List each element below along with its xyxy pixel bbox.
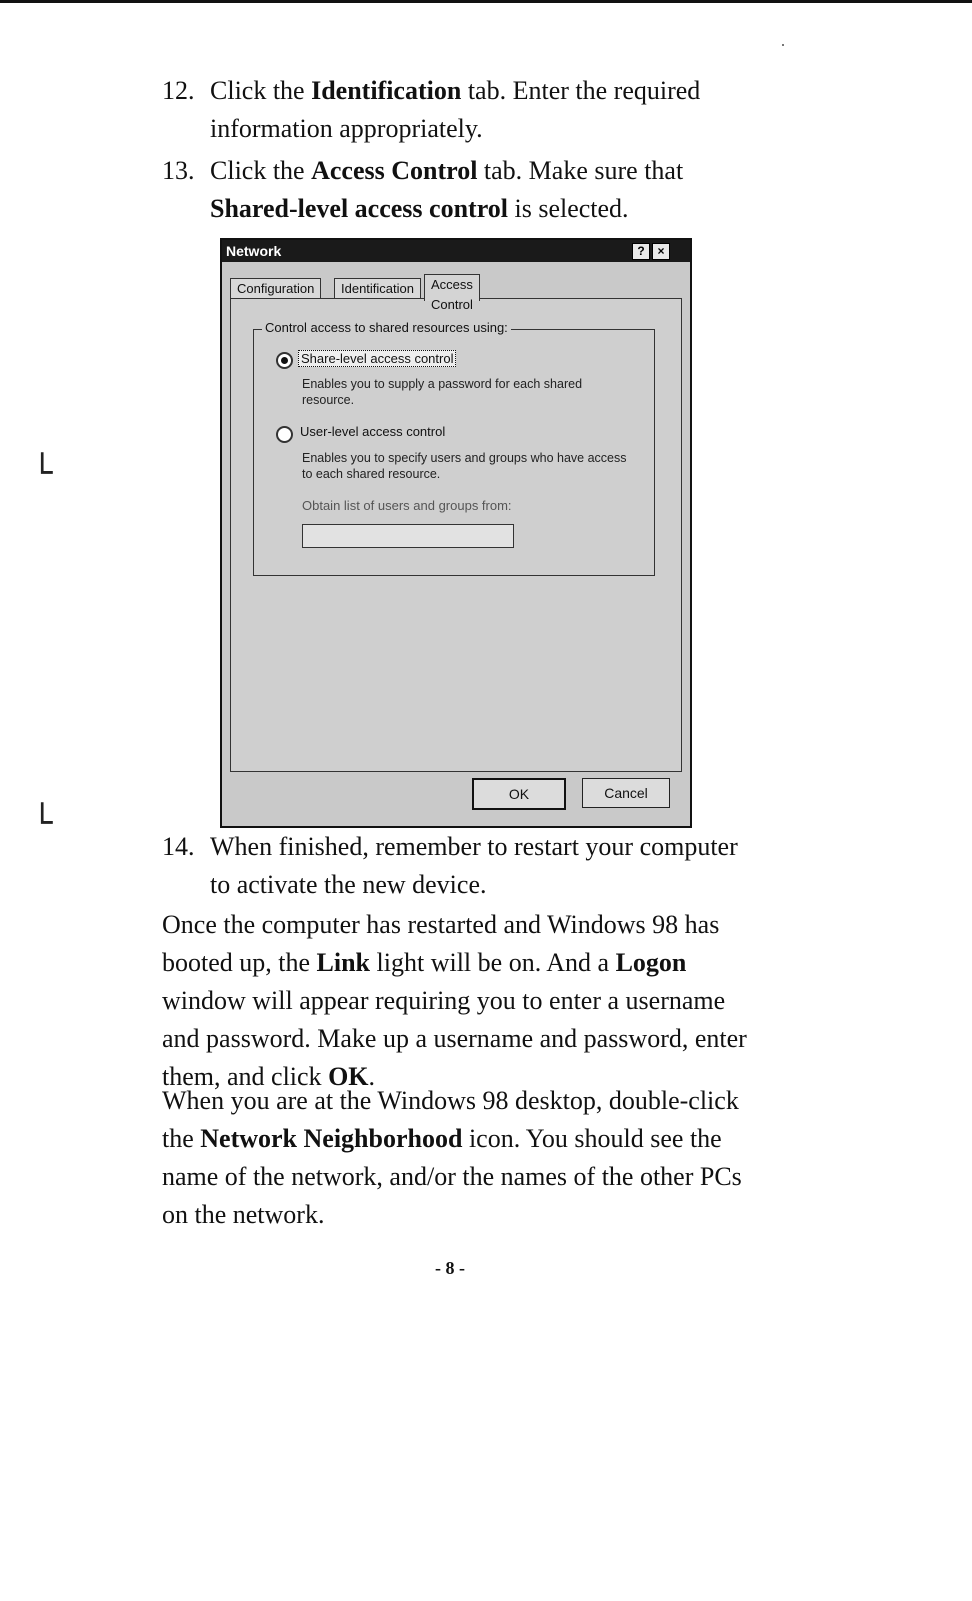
para-text: icon. You should see the name of the network, and/or the names of the other PCs on the network. bbox=[162, 1124, 742, 1229]
para-text: . bbox=[368, 1062, 376, 1091]
step-number: 13. bbox=[162, 156, 195, 185]
network-dialog bbox=[220, 238, 692, 828]
cancel-button[interactable]: Cancel bbox=[582, 778, 670, 808]
tab-identification[interactable]: Identification bbox=[334, 278, 421, 299]
dialog-title: Network bbox=[226, 243, 282, 259]
access-groupbox bbox=[253, 320, 655, 576]
step-number: 14. bbox=[162, 832, 195, 861]
group-label: Control access to shared resources using: bbox=[262, 320, 511, 335]
close-button[interactable]: × bbox=[652, 243, 670, 260]
share-level-description: Enables you to supply a password for each shared resource. bbox=[302, 377, 583, 407]
user-level-description: Enables you to specify users and groups who have access to each shared resource. bbox=[302, 451, 627, 481]
user-level-radio[interactable] bbox=[276, 426, 293, 443]
para-text: When you are at the Windows 98 desktop, double-click the bbox=[162, 1086, 739, 1153]
step-14 bbox=[162, 828, 762, 904]
paragraph-restart bbox=[162, 906, 762, 1096]
step-text: tab. Make sure that bbox=[477, 156, 684, 185]
share-level-label[interactable]: Share-level access control bbox=[298, 350, 456, 367]
margin-mark: └ bbox=[32, 803, 53, 843]
step-text: tab. Enter the required information appropriately. bbox=[210, 76, 701, 143]
user-level-label[interactable]: User-level access control bbox=[300, 424, 446, 439]
step-text: Click the bbox=[210, 156, 312, 185]
para-text: light will be on. And a bbox=[370, 948, 616, 977]
step-text: is selected. bbox=[507, 194, 629, 223]
step-text: Click the bbox=[210, 76, 312, 105]
margin-mark: └ bbox=[32, 453, 53, 493]
tab-configuration[interactable]: Configuration bbox=[230, 278, 321, 299]
share-level-radio[interactable] bbox=[276, 352, 293, 369]
para-text: window will appear requiring you to enter a username and password. Make up a username and password, enter them, and click bbox=[162, 986, 747, 1091]
tab-access-control[interactable]: Access Control bbox=[424, 274, 480, 301]
top-rule bbox=[0, 0, 972, 3]
access-control-panel bbox=[230, 298, 682, 772]
step-12 bbox=[162, 72, 762, 148]
para-emphasis: Network Neighborhood bbox=[200, 1124, 463, 1153]
step-emphasis: Identification bbox=[311, 76, 462, 105]
para-emphasis: Logon bbox=[615, 948, 687, 977]
obtain-list-input[interactable] bbox=[302, 524, 514, 548]
step-emphasis: Shared-level access control bbox=[210, 194, 508, 223]
ok-button[interactable]: OK bbox=[472, 778, 566, 810]
step-13 bbox=[162, 152, 762, 228]
para-emphasis: OK bbox=[328, 1062, 369, 1091]
page-number: - 8 - bbox=[435, 1258, 465, 1278]
step-number: 12. bbox=[162, 76, 195, 105]
paragraph-desktop bbox=[162, 1082, 762, 1234]
step-emphasis: Access Control bbox=[311, 156, 478, 185]
help-button[interactable]: ? bbox=[632, 243, 650, 260]
step-text: When finished, remember to restart your computer to activate the new device. bbox=[210, 832, 738, 899]
para-text: Once the computer has restarted and Windows 98 has booted up, the bbox=[162, 910, 720, 977]
para-emphasis: Link bbox=[316, 948, 371, 977]
dialog-titlebar bbox=[222, 240, 690, 262]
obtain-list-label: Obtain list of users and groups from: bbox=[302, 498, 512, 513]
scan-speck bbox=[782, 44, 784, 46]
